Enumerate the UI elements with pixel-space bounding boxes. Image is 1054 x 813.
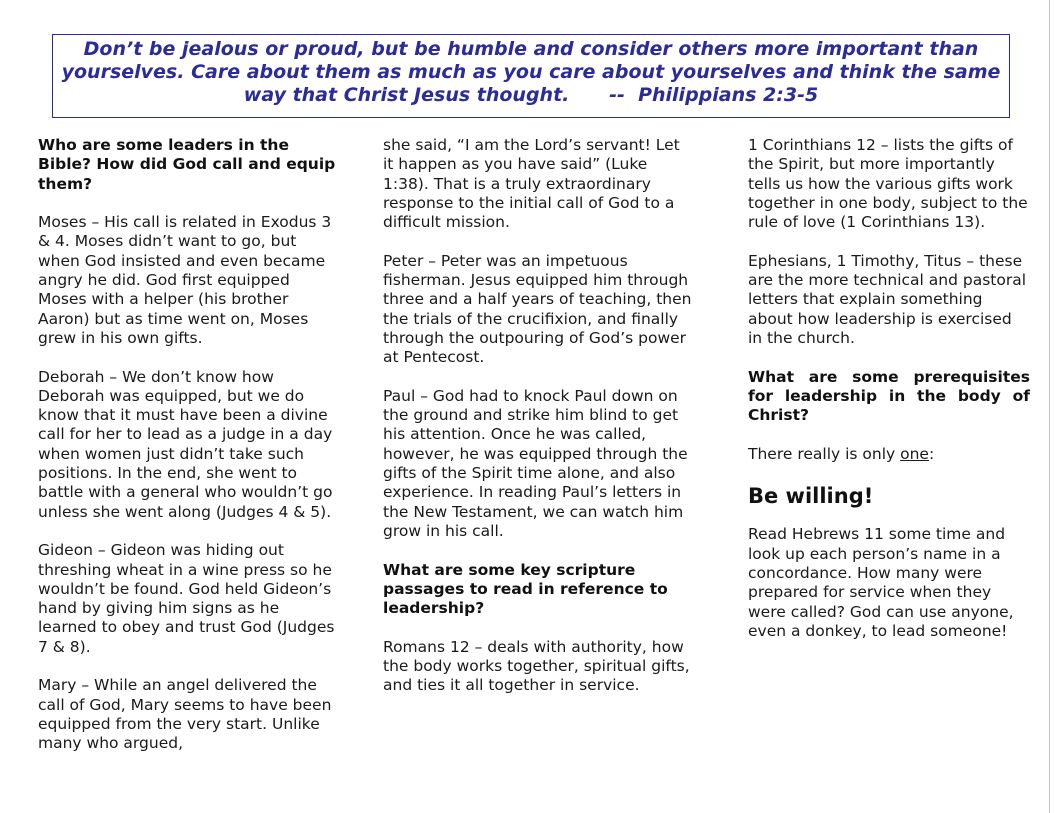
corinthians-paragraph: 1 Corinthians 12 – lists the gifts of the Spirit, but more importantly tells us how the various gifts work together in one body, subject to the rule of love (1 Corinthians 13). [748, 136, 1028, 232]
quote-line-1: Don’t be jealous or proud, but be humble and consider others more important than [83, 38, 979, 60]
be-willing-heading: Be willing! [748, 484, 874, 509]
only-one-colon: : [928, 444, 935, 463]
hebrews-paragraph: Read Hebrews 11 some time and look up each person’s name in a concordance. How many were prepared for service when they were called? God can use anyone, even a donkey, to lead someone! [748, 525, 1014, 640]
quote-line-3: way that Christ Jesus thought. -- Philippians 2:3-5 [243, 84, 819, 106]
romans-paragraph: Romans 12 – deals with authority, how the body works together, spiritual gifts, and ties it all together in service. [383, 637, 690, 695]
column-1 [38, 136, 336, 773]
mary-continued-paragraph: she said, “I am the Lord’s servant! Let it happen as you have said” (Luke 1:38). That is a truly extraordinary response to the initial call of God to a difficult mission. [383, 136, 680, 232]
moses-paragraph: Moses – His call is related in Exodus 3 & 4. Moses didn’t want to go, but when God insisted and even became angry he did. God first equipped Moses with a helper (his brother Aaron) but as time went on, Moses grew in his own gifts. [38, 213, 332, 347]
only-one-paragraph [748, 445, 1030, 464]
scripture-passages-heading: What are some key scripture passages to read in reference to leadership? [383, 560, 668, 618]
paul-paragraph: Paul – God had to knock Paul down on the ground and strike him blind to get his attention. Once he was called, however, he was equipped through the gifts of the Spirit time alone, and also experience. In reading Paul’s letters in the New Testament, we can watch him grow in his call. [383, 386, 688, 540]
gideon-paragraph: Gideon – Gideon was hiding out threshing wheat in a wine press so he wouldn’t be found. God held Gideon’s hand by giving him signs as he learned to obey and trust God (Judges 7 & 8). [38, 541, 335, 656]
only-one-text: There really is only [748, 444, 901, 463]
only-one-underlined: one [900, 444, 929, 463]
column-2 [383, 136, 695, 715]
ephesians-paragraph: Ephesians, 1 Timothy, Titus – these are the more technical and pastoral letters that explain something about how leadership is exercised in the church. [748, 251, 1027, 347]
column-3 [748, 136, 1030, 660]
prerequisites-heading: What are some prerequisites for leadership in the body of Christ? [748, 367, 1030, 425]
quote-line-2: yourselves. Care about them as much as you care about yourselves and think the same [61, 61, 1001, 83]
mary-paragraph: Mary – While an angel delivered the call of God, Mary seems to have been equipped from the very start. Unlike many who argued, [38, 676, 332, 753]
page-edge-divider [1049, 0, 1050, 813]
leaders-heading: Who are some leaders in the Bible? How did God call and equip them? [38, 136, 336, 193]
peter-paragraph: Peter – Peter was an impetuous fisherman. Jesus equipped him through three and a half years of teaching, then the trials of the crucifixion, and finally through the outpouring of God’s power at Pentecost. [383, 251, 692, 367]
scripture-quote-box [52, 34, 1010, 118]
deborah-paragraph: Deborah – We don’t know how Deborah was equipped, but we do know that it must have been a divine call for her to lead as a judge in a day when women just didn’t take such positions. In the end, she went to battle with a general who wouldn’t go unless she went along (Judges 4 & 5). [38, 367, 333, 521]
